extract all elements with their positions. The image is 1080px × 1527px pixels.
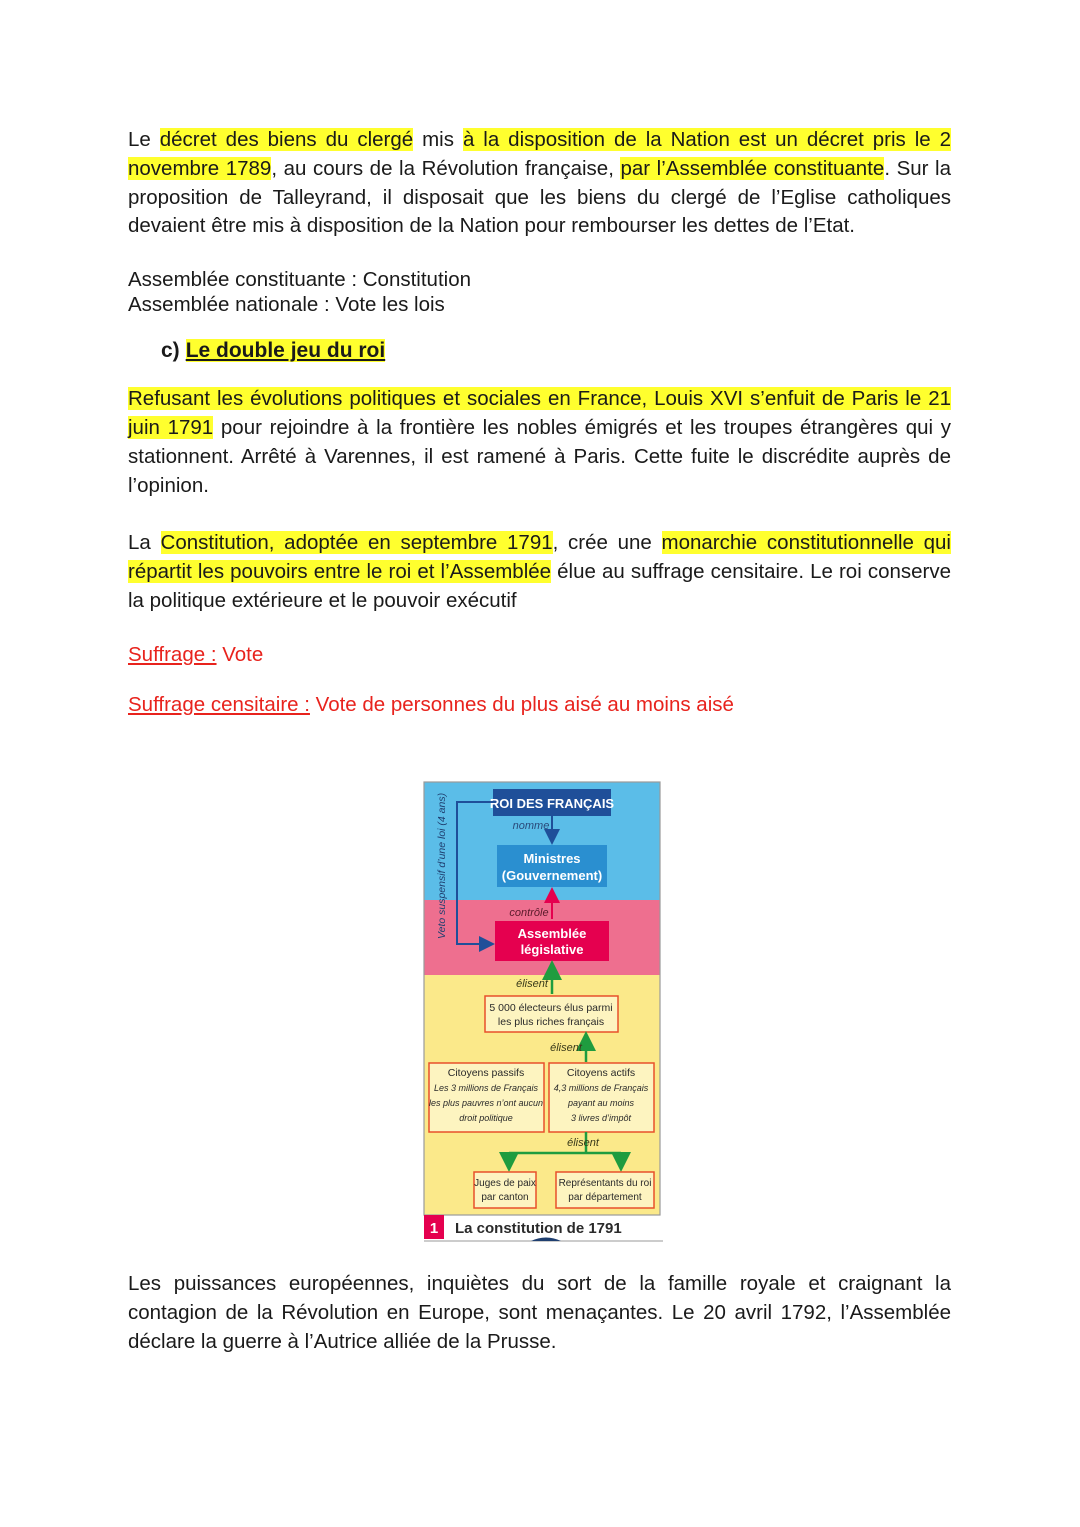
paragraph-constitution <box>128 529 951 615</box>
label-actifs-3: 3 livres d’impôt <box>570 1113 632 1123</box>
label-controle: contrôle <box>509 907 549 919</box>
label-ministres-2: (Gouvernement) <box>501 868 603 883</box>
label-veto: Veto suspensif d’une loi (4 ans) <box>436 792 448 939</box>
caption-title: La constitution de 1791 <box>455 1220 622 1237</box>
label-passifs-1: Les 3 millions de Français <box>433 1083 539 1093</box>
label-assemblee-1: Assemblée <box>517 926 587 941</box>
label-elisent-3: élisent <box>567 1137 599 1149</box>
paragraph-double-jeu <box>128 385 951 500</box>
text-run: , au cours de la Révolution française, <box>271 156 621 180</box>
term-definition: Vote de personnes du plus aisé au moins aisé <box>309 692 734 716</box>
label-passifs-3: droit politique <box>459 1113 513 1123</box>
label-passifs-2: les plus pauvres n’ont aucun <box>428 1098 544 1108</box>
highlighted-text: Refusant les évolutions politiques et sociales en France, Louis XVI s’enfuit de Paris le 21 juin 1791 <box>128 387 951 439</box>
label-juges-1: Juges de paix <box>474 1178 536 1189</box>
definition-nationale: Assemblée nationale : Vote les lois <box>128 293 445 317</box>
heading-title: Le double jeu du roi <box>185 339 386 363</box>
highlighted-text: décret des biens du clergé <box>159 128 414 151</box>
text-run: mis <box>413 128 463 151</box>
label-passifs-title: Citoyens passifs <box>447 1067 525 1079</box>
label-juges-2: par canton <box>481 1192 529 1203</box>
label-nomme: nomme <box>512 820 550 832</box>
label-actifs-title: Citoyens actifs <box>566 1067 636 1079</box>
text-run: pour rejoindre à la frontière les nobles émigrés et les troupes étrangères qui y stationnent. Arrêté à Varennes, il est ramené à Paris. Cette fuite le discrédite auprès de l’opinion. <box>128 415 951 497</box>
label-electeurs-2: les plus riches français <box>497 1016 605 1028</box>
label-roi: ROI DES FRANÇAIS <box>489 796 615 811</box>
label-actifs-1: 4,3 millions de Français <box>553 1083 649 1093</box>
text-run: , crée une <box>552 531 662 555</box>
term: Suffrage censitaire : <box>128 692 310 716</box>
term-definition: Vote <box>216 642 264 666</box>
definition-constituante: Assemblée constituante : Constitution <box>128 268 471 292</box>
section-heading <box>161 337 951 365</box>
label-electeurs-1: 5 000 électeurs élus parmi <box>489 1002 613 1014</box>
text-run: élue au suffrage censitaire. Le roi conserve la politique extérieure et le pouvoir exécutif <box>128 560 951 612</box>
document-body <box>128 126 951 719</box>
text-run: . Sur la proposition de Talleyrand, il disposait que les biens du clergé de l’Eglise catholiques devaient être mis à disposition de la Nation pour rembourser les dettes de l’Etat. <box>128 156 952 238</box>
label-repr-1: Représentants du roi <box>558 1178 652 1189</box>
paragraph-guerre: Les puissances européennes, inquiètes du sort de la famille royale et craignant la contagion de la Révolution en Europe, sont menaçantes. Le 20 avril 1792, l’Assemblée déclare la guerre à l’Autrice alliée de la Prusse. <box>128 1272 951 1353</box>
text-run: La <box>128 531 161 555</box>
label-ministres-1: Ministres <box>523 851 581 866</box>
paragraph-decret-clerge <box>128 126 951 241</box>
term: Suffrage : <box>128 642 217 666</box>
caption-number: 1 <box>429 1220 439 1237</box>
definition-suffrage <box>128 641 951 670</box>
definition-suffrage-censitaire <box>128 691 951 720</box>
highlighted-text: monarchie constitutionnelle qui répartit les pouvoirs entre le roi et l’Assemblée <box>128 531 951 584</box>
label-elisent-2: élisent <box>550 1042 582 1054</box>
highlighted-text: par l’Assemblée constituante <box>620 156 885 180</box>
label-actifs-2: payant au moins <box>567 1098 635 1108</box>
highlighted-text: Constitution, adoptée en septembre 1791 <box>160 531 553 555</box>
label-elisent-1: élisent <box>516 978 548 990</box>
text-run: Le <box>128 128 160 151</box>
constitution-diagram <box>421 779 663 1245</box>
highlighted-text: à la disposition de la Nation est un décret pris le 2 novembre 1789 <box>128 128 951 180</box>
label-assemblee-2: législative <box>520 942 584 957</box>
label-repr-2: par département <box>568 1192 642 1203</box>
heading-label: c) <box>161 339 180 363</box>
